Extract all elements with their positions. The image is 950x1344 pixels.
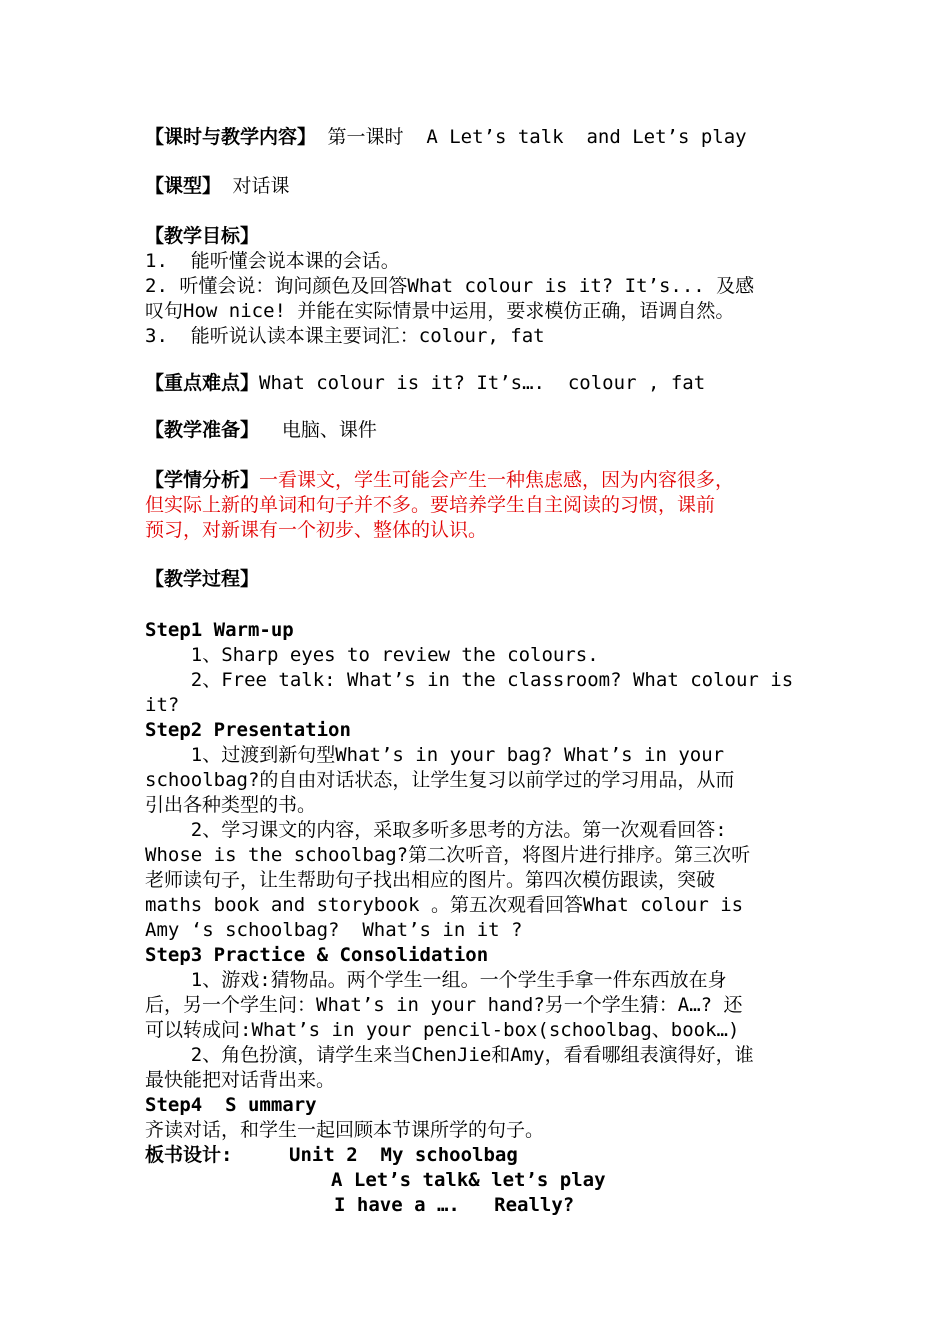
board-label: 板书设计:: [145, 1144, 233, 1166]
step3-line-5: 最快能把对话背出来。: [145, 1069, 336, 1091]
step2-line-3: 引出各种类型的书。: [145, 794, 317, 816]
step2-line-8: Amy ‘s schoolbag? What’s in it ?: [145, 919, 523, 941]
lesson-value: 第一课时 A Let’s talk and Let’s play: [316, 126, 747, 148]
step2-line-1: 1、过渡到新句型What’s in your bag? What’s in your: [145, 744, 725, 766]
step2-line-6: 老师读句子，让生帮助句子找出相应的图片。第四次模仿跟读，突破: [145, 869, 716, 891]
keypoints-label: 【重点难点】: [145, 372, 260, 394]
prep-row: [145, 418, 810, 443]
objective-item-1: 1. 能听懂会说本课的会话。: [145, 250, 400, 272]
step2-line-2: schoolbag?的自由对话状态，让学生复习以前学过的学习用品，从而: [145, 769, 735, 791]
keypoints-value: What colour is it? It’s…. colour , fat: [259, 372, 706, 394]
step3-line-2: 后，另一个学生问：What’s in your hand?另一个学生猜：A…? 还: [145, 994, 743, 1016]
board-line-2: A Let’s talk& let’s play: [331, 1169, 606, 1191]
step1-line-2: 2、Free talk: What’s in the classroom? What colour is: [145, 669, 794, 691]
step3-line-1: 1、游戏:猜物品。两个学生一组。一个学生手拿一件东西放在身: [145, 969, 727, 991]
objective-item-3: 3. 能听说认读本课主要词汇：colour, fat: [145, 325, 545, 347]
step1-line-1: 1、Sharp eyes to review the colours.: [145, 644, 599, 666]
step2-title: Step2 Presentation: [145, 719, 351, 741]
lesson-label: 【课时与教学内容】: [145, 126, 317, 148]
step3-title: Step3 Practice & Consolidation: [145, 944, 489, 966]
step3-line-3: 可以转成问:What’s in your pencil-box(schoolbag、book…): [145, 1019, 740, 1041]
step1-title: Step1 Warm-up: [145, 619, 294, 641]
objective-item-2b: 叹句How nice! 并能在实际情景中运用，要求模仿正确，语调自然。: [145, 300, 735, 322]
analysis-text-3: 预习，对新课有一个初步、整体的认识。: [145, 519, 488, 541]
analysis-label: 【学情分析】: [145, 469, 260, 491]
step1-line-3: it?: [145, 694, 180, 716]
lesson-row: [145, 125, 810, 150]
board-title: Unit 2 My schoolbag: [289, 1144, 518, 1166]
step3-line-4: 2、角色扮演，请学生来当ChenJie和Amy，看看哪组表演得好，谁: [145, 1044, 754, 1066]
type-row: [145, 174, 810, 199]
board-line-3: I have a …. Really?: [334, 1194, 575, 1216]
step2-line-7: maths book and storybook 。第五次观看回答What colour is: [145, 894, 744, 916]
keypoints-row: [145, 371, 810, 396]
step2-line-5: Whose is the schoolbag?第二次听音，将图片进行排序。第三次听: [145, 844, 751, 866]
prep-value: 电脑、课件: [259, 419, 377, 441]
type-value: 对话课: [221, 175, 290, 197]
objectives-heading: 【教学目标】: [145, 225, 260, 247]
analysis-row-1: [145, 468, 810, 493]
process-heading: 【教学过程】: [145, 568, 260, 590]
type-label: 【课型】: [145, 175, 222, 197]
step4-line-1: 齐读对话，和学生一起回顾本节课所学的句子。: [145, 1119, 545, 1141]
prep-label: 【教学准备】: [145, 419, 260, 441]
analysis-text-1: 一看课文，学生可能会产生一种焦虑感，因为内容很多，: [259, 469, 735, 491]
analysis-text-2: 但实际上新的单词和句子并不多。要培养学生自主阅读的习惯，课前: [145, 494, 716, 516]
step2-line-4: 2、学习课文的内容，采取多听多思考的方法。第一次观看回答:: [145, 819, 727, 841]
objective-item-2a: 2. 听懂会说：询问颜色及回答What colour is it? It’s... 及感: [145, 275, 755, 297]
step4-title: Step4 S ummary: [145, 1094, 317, 1116]
